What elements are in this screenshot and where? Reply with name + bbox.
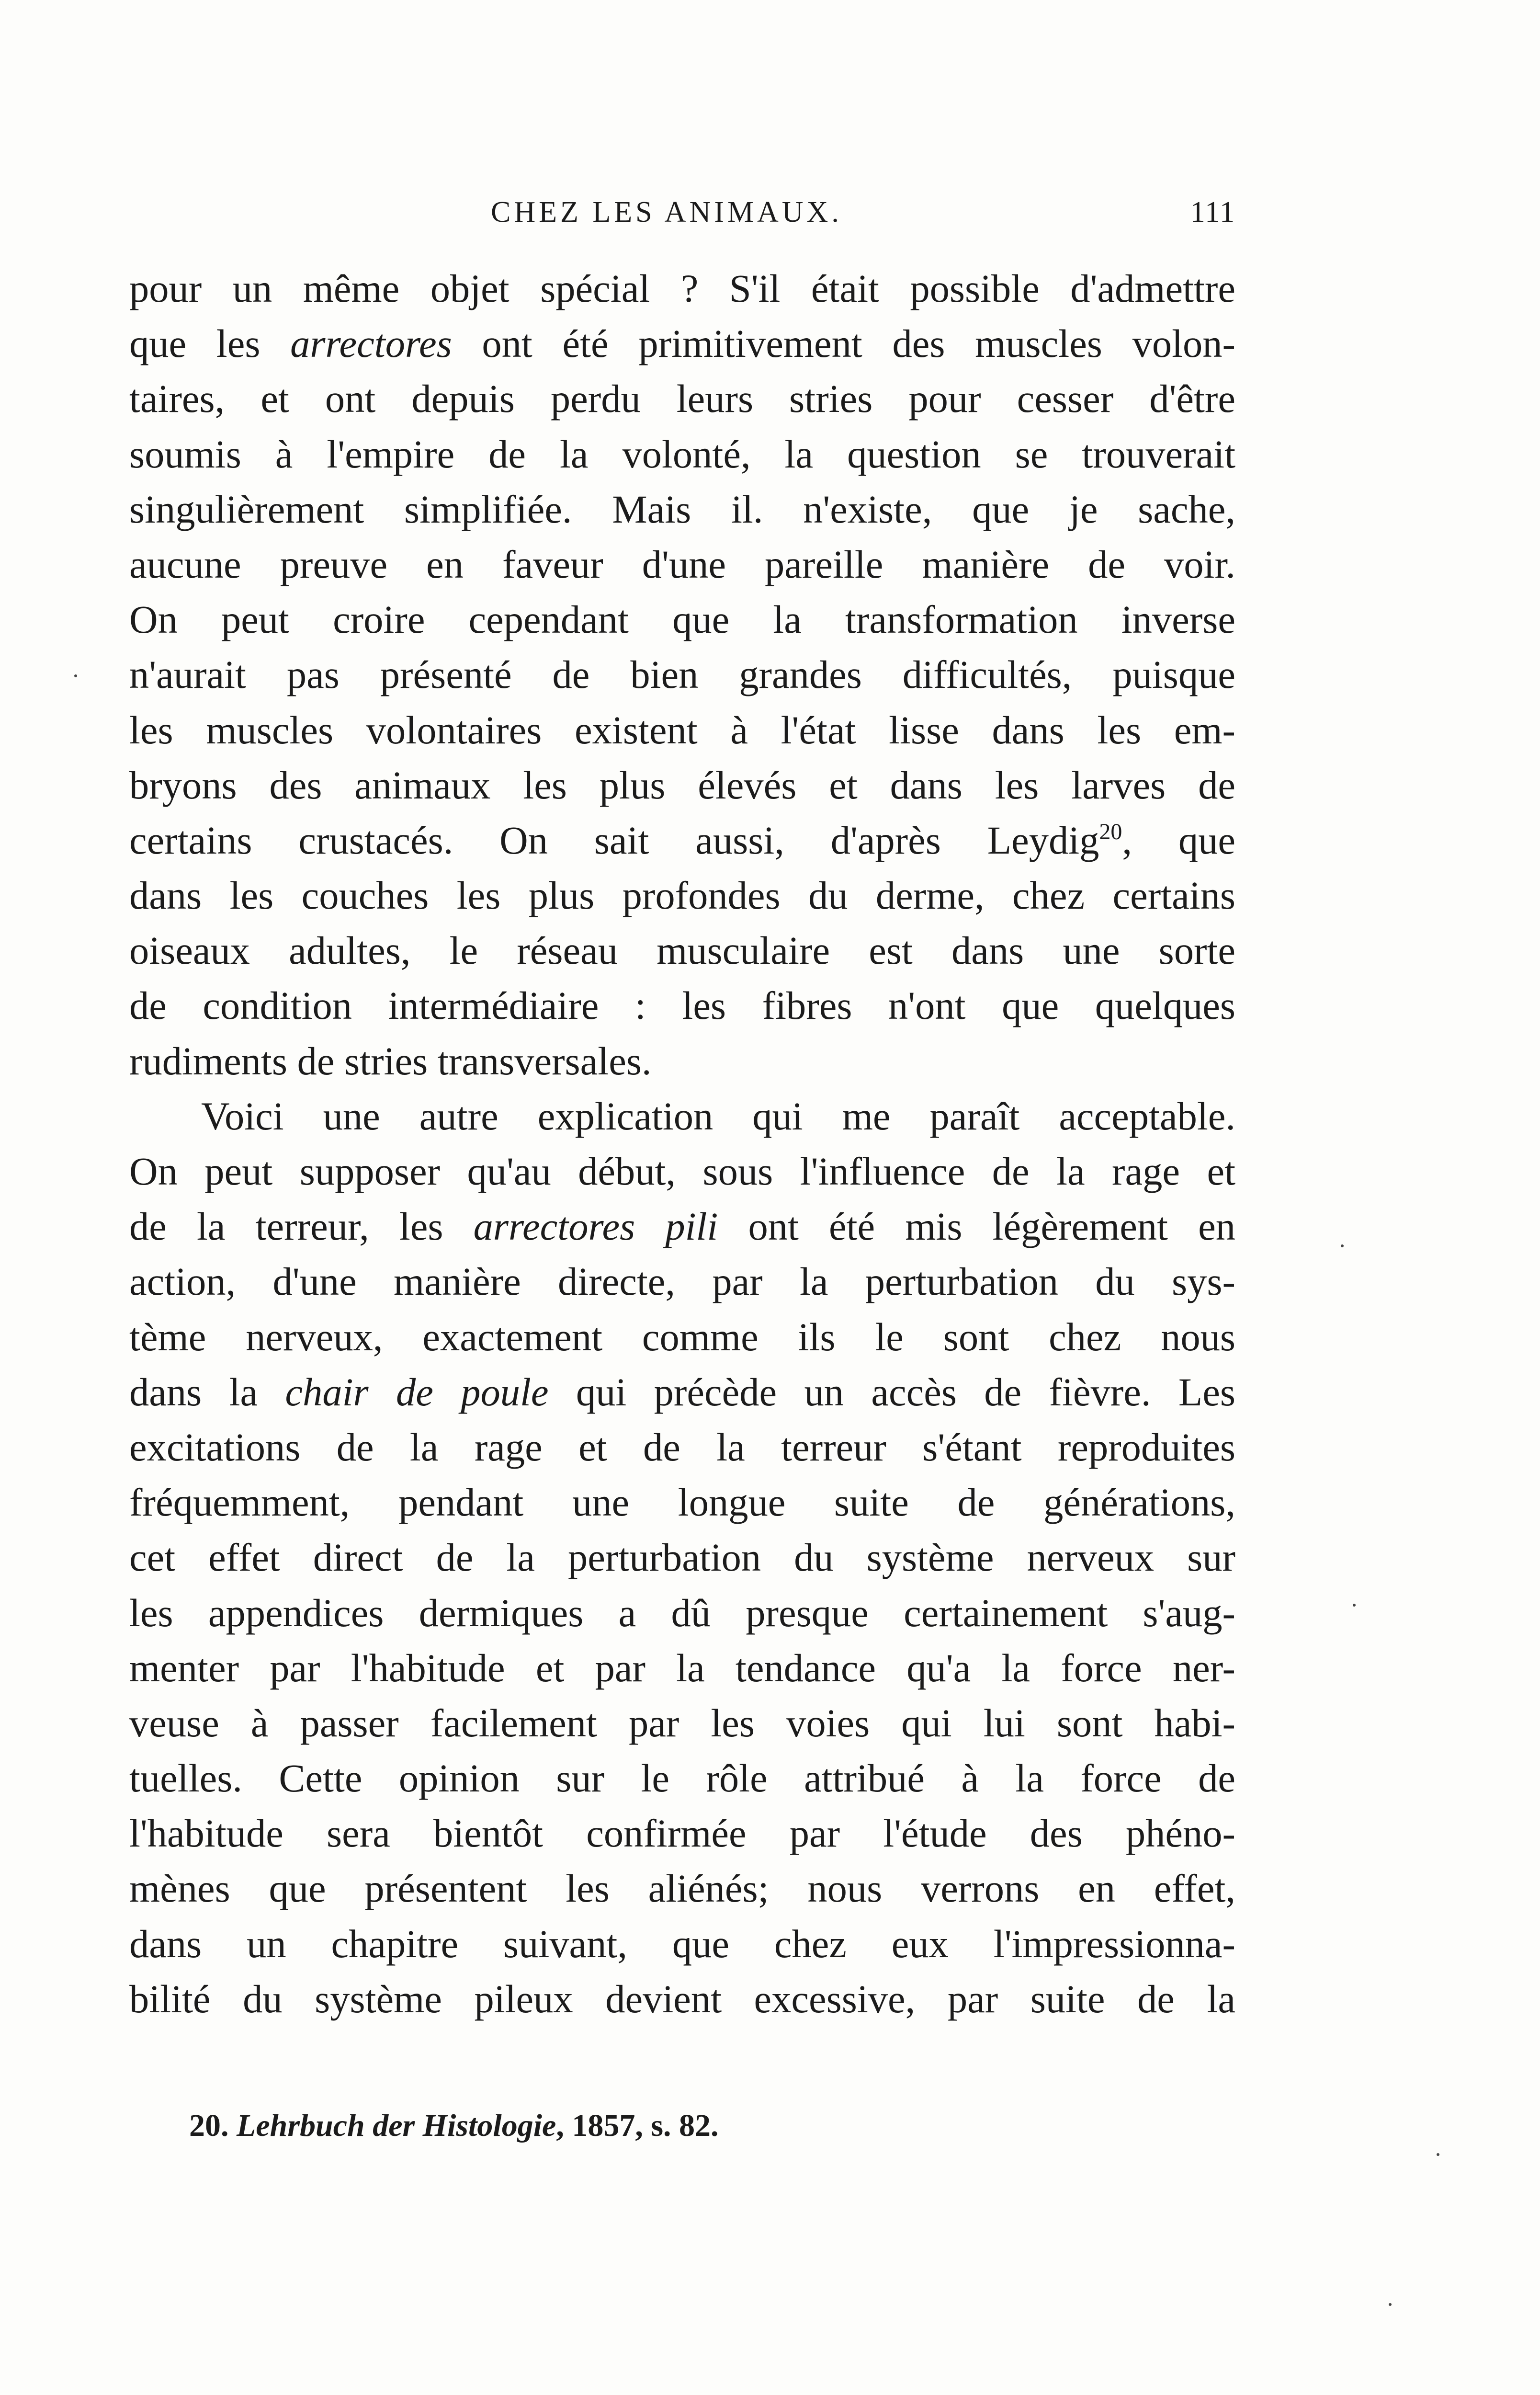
- text-segment: soumis à l'empire de la volonté, la question se trouverait: [129, 432, 1235, 476]
- text-line: [129, 758, 1235, 813]
- text-line: [129, 1089, 1235, 1144]
- scan-speck: [74, 674, 77, 677]
- text-line: [129, 427, 1235, 482]
- text-line: [129, 371, 1235, 426]
- text-line: [129, 1641, 1235, 1696]
- text-segment: qui précède un accès de fièvre. Les: [548, 1369, 1235, 1414]
- text-segment: cet effet direct de la perturbation du système nerveux sur: [129, 1535, 1235, 1580]
- text-segment: aucune preuve en faveur d'une pareille manière de voir.: [129, 542, 1235, 586]
- text-segment: les muscles volontaires existent à l'état lisse dans les em-: [129, 707, 1235, 752]
- text-segment: mènes que présentent les aliénés; nous verrons en effet,: [129, 1866, 1235, 1911]
- text-line: [129, 592, 1235, 647]
- text-segment: ont été mis légèrement en: [718, 1204, 1235, 1249]
- text-line: [129, 1585, 1235, 1641]
- text-segment: de la terreur, les: [129, 1204, 474, 1249]
- text-segment: les appendices dermiques a dû presque certainement s'aug-: [129, 1590, 1235, 1635]
- running-title: CHEZ LES ANIMAUX.: [491, 196, 842, 228]
- text-segment: On peut croire cependant que la transformation inverse: [129, 597, 1235, 642]
- footnote-reference: , 1857, s. 82.: [556, 2108, 719, 2143]
- text-line: [129, 1254, 1235, 1309]
- text-line: [129, 703, 1235, 758]
- running-header: [129, 195, 1235, 234]
- body-text: [129, 261, 1235, 2027]
- text-segment: singulièrement simplifiée. Mais il. n'existe, que je sache,: [129, 487, 1235, 531]
- text-line: [129, 537, 1235, 592]
- text-segment: action, d'une manière directe, par la perturbation du sys-: [129, 1259, 1235, 1304]
- text-segment: , que: [1122, 818, 1235, 862]
- text-line: [129, 1916, 1235, 1972]
- text-line: [129, 1696, 1235, 1751]
- text-segment: fréquemment, pendant une longue suite de générations,: [129, 1480, 1235, 1525]
- scan-speck: [1353, 1604, 1356, 1607]
- text-segment: dans la: [129, 1369, 285, 1414]
- text-line: [129, 482, 1235, 537]
- text-segment: tème nerveux, exactement comme ils le sont chez nous: [129, 1314, 1235, 1359]
- text-line: [129, 1530, 1235, 1585]
- italic-term: chair de poule: [285, 1369, 549, 1414]
- scan-speck: [1341, 1244, 1344, 1247]
- text-segment: de condition intermédiaire : les fibres n'ont que quelques: [129, 983, 1235, 1028]
- text-line: [129, 1475, 1235, 1530]
- text-segment: oiseaux adultes, le réseau musculaire est dans une sorte: [129, 928, 1235, 973]
- text-segment: ont été primitivement des muscles volon-: [452, 321, 1235, 366]
- scan-speck: [1389, 2303, 1392, 2306]
- text-line: [129, 1144, 1235, 1199]
- footnote-reference-mark: 20: [1099, 819, 1122, 844]
- text-line: [129, 868, 1235, 923]
- scan-speck: [1437, 2153, 1439, 2156]
- text-segment: Voici une autre explication qui me paraît acceptable.: [201, 1094, 1235, 1138]
- text-segment: certains crustacés. On sait aussi, d'après Leydig: [129, 818, 1099, 862]
- text-line: [129, 1365, 1235, 1420]
- text-segment: taires, et ont depuis perdu leurs stries pour cesser d'être: [129, 376, 1235, 421]
- text-line: [129, 261, 1235, 316]
- text-line: [129, 1199, 1235, 1254]
- text-segment: dans les couches les plus profondes du derme, chez certains: [129, 873, 1235, 918]
- text-segment: n'aurait pas présenté de bien grandes difficultés, puisque: [129, 652, 1235, 697]
- page-number: 111: [1190, 196, 1235, 228]
- text-line: [129, 813, 1235, 868]
- text-line: [129, 1751, 1235, 1806]
- footnote: [189, 2108, 719, 2144]
- text-segment: tuelles. Cette opinion sur le rôle attribué à la force de: [129, 1756, 1235, 1801]
- text-segment: menter par l'habitude et par la tendance qu'a la force ner-: [129, 1645, 1235, 1690]
- text-segment: pour un même objet spécial ? S'il était possible d'admettre: [129, 266, 1235, 310]
- text-segment: On peut supposer qu'au début, sous l'influence de la rage et: [129, 1149, 1235, 1193]
- text-segment: excitations de la rage et de la terreur s'étant reproduites: [129, 1425, 1235, 1469]
- italic-term: arrectores: [290, 321, 452, 366]
- text-segment: l'habitude sera bientôt confirmée par l'étude des phéno-: [129, 1811, 1235, 1856]
- text-segment: bryons des animaux les plus élevés et dans les larves de: [129, 763, 1235, 807]
- text-line: [129, 647, 1235, 702]
- text-line: [129, 1861, 1235, 1916]
- text-segment: que les: [129, 321, 291, 366]
- footnote-title: Lehrbuch der Histologie: [237, 2108, 556, 2143]
- text-line: [129, 923, 1235, 978]
- text-line: [129, 1310, 1235, 1365]
- text-line: [129, 1972, 1235, 2027]
- text-segment: bilité du système pileux devient excessive, par suite de la: [129, 1976, 1235, 2021]
- text-line: [129, 316, 1235, 371]
- text-line: [129, 1034, 1235, 1089]
- text-line: [129, 978, 1235, 1033]
- text-line: [129, 1806, 1235, 1861]
- text-segment: dans un chapitre suivant, que chez eux l'impressionna-: [129, 1921, 1235, 1966]
- text-segment: rudiments de stries transversales.: [129, 1038, 652, 1083]
- text-line: [129, 1420, 1235, 1475]
- italic-term: arrectores pili: [473, 1204, 718, 1249]
- text-segment: veuse à passer facilement par les voies qui lui sont habi-: [129, 1700, 1235, 1745]
- footnote-number: 20.: [189, 2108, 229, 2143]
